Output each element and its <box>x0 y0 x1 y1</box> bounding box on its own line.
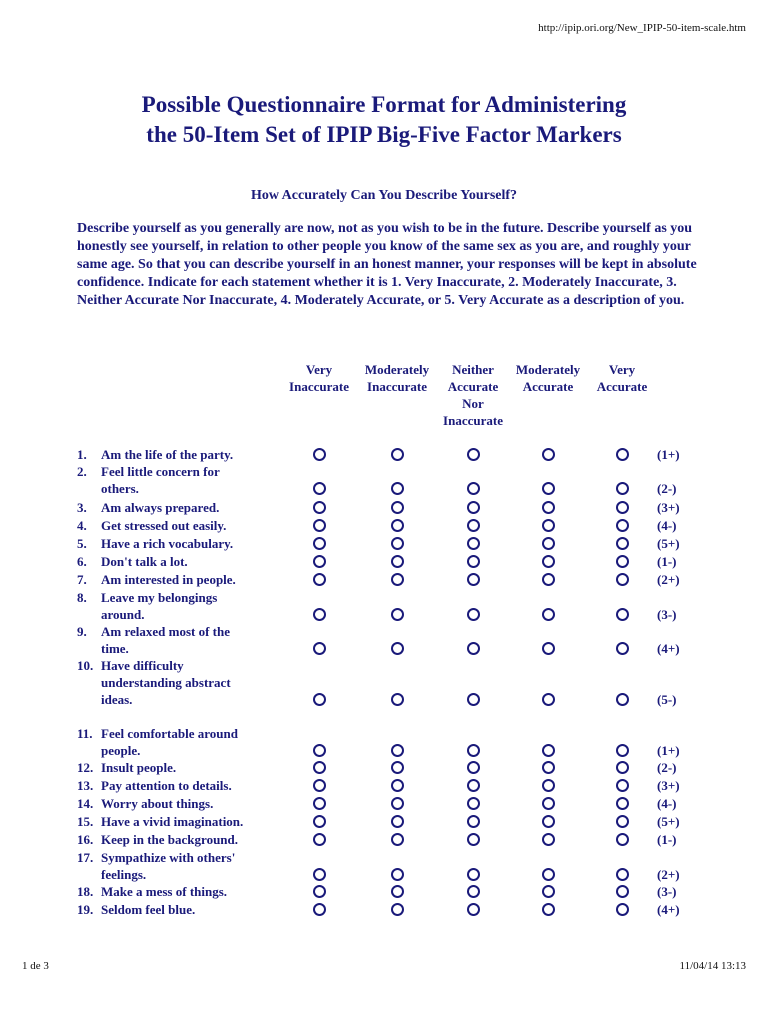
scoring-key: (1-) <box>657 554 677 569</box>
item-number: 18. <box>77 884 94 899</box>
response-option-circle-3[interactable] <box>467 797 480 810</box>
item-statement-line: Keep in the background. <box>101 832 239 847</box>
item-statement-line: Have a rich vocabulary. <box>101 536 234 551</box>
scoring-key: (2+) <box>657 572 680 587</box>
item-statement <box>101 446 281 463</box>
item-number: 8. <box>77 590 87 605</box>
response-option-circle-4[interactable] <box>542 693 555 706</box>
questionnaire-item <box>77 517 277 534</box>
questionnaire-item <box>77 795 277 812</box>
response-option-circle-4[interactable] <box>542 642 555 655</box>
item-number: 14. <box>77 796 94 811</box>
item-statement-line: Get stressed out easily. <box>101 518 227 533</box>
questionnaire-item <box>77 553 277 570</box>
page-title <box>0 90 768 150</box>
response-option-circle-4[interactable] <box>542 761 555 774</box>
questionnaire-item <box>77 623 277 657</box>
item-statement <box>101 725 281 759</box>
item-statement-line: Have a vivid imagination. <box>101 814 244 829</box>
scoring-key: (3+) <box>657 500 680 515</box>
item-statement-line: ideas. <box>101 692 133 707</box>
scoring-key: (2-) <box>657 760 677 775</box>
item-number: 5. <box>77 536 87 551</box>
item-statement <box>101 463 281 497</box>
response-option-circle-5[interactable] <box>616 885 629 898</box>
questionnaire-subtitle: How Accurately Can You Describe Yourself? <box>250 188 518 203</box>
response-option-circle-5[interactable] <box>616 744 629 757</box>
response-option-circle-5[interactable] <box>616 761 629 774</box>
scoring-key: (3+) <box>657 778 680 793</box>
response-option-circle-2[interactable] <box>391 885 404 898</box>
item-statement <box>101 571 281 588</box>
item-statement-line: Feel little concern for <box>101 464 220 479</box>
item-statement-line: Sympathize with others' <box>101 850 236 865</box>
item-statement <box>101 901 281 918</box>
item-statement-line: Leave my belongings <box>101 590 218 605</box>
scoring-key: (1+) <box>657 743 680 758</box>
scoring-key: (4+) <box>657 902 680 917</box>
column-header-line: Moderately <box>515 362 581 377</box>
item-statement-line: Make a mess of things. <box>101 884 228 899</box>
response-option-circle-1[interactable] <box>313 642 326 655</box>
response-option-circle-2[interactable] <box>391 797 404 810</box>
item-statement-line: Am always prepared. <box>101 500 220 515</box>
scoring-key: (4+) <box>657 641 680 656</box>
title-line-2: the 50-Item Set of IPIP Big-Five Factor Markers <box>146 122 622 147</box>
item-statement-line: Have difficulty <box>101 658 184 673</box>
scoring-key: (5-) <box>657 692 677 707</box>
response-option-circle-3[interactable] <box>467 537 480 550</box>
item-number: 3. <box>77 500 87 515</box>
response-option-circle-3[interactable] <box>467 693 480 706</box>
scoring-key: (1-) <box>657 832 677 847</box>
item-statement <box>101 535 281 552</box>
questionnaire-item <box>77 777 277 794</box>
response-option-circle-5[interactable] <box>616 797 629 810</box>
item-number: 11. <box>77 726 93 741</box>
response-option-circle-1[interactable] <box>313 537 326 550</box>
item-statement <box>101 623 281 657</box>
response-option-circle-3[interactable] <box>467 482 480 495</box>
response-option-circle-1[interactable] <box>313 519 326 532</box>
response-option-circle-4[interactable] <box>542 501 555 514</box>
response-option-circle-3[interactable] <box>467 779 480 792</box>
response-option-circle-1[interactable] <box>313 555 326 568</box>
response-option-circle-3[interactable] <box>467 885 480 898</box>
questionnaire-item <box>77 813 277 830</box>
scoring-key: (5+) <box>657 536 680 551</box>
column-header-line: Accurate <box>522 379 574 394</box>
response-option-circle-5[interactable] <box>616 903 629 916</box>
item-statement <box>101 517 281 534</box>
response-option-circle-2[interactable] <box>391 573 404 586</box>
column-header-line: Accurate <box>596 379 648 394</box>
response-option-circle-2[interactable] <box>391 642 404 655</box>
response-option-circle-4[interactable] <box>542 537 555 550</box>
questionnaire-item <box>77 571 277 588</box>
scoring-key: (4-) <box>657 796 677 811</box>
response-option-circle-5[interactable] <box>616 573 629 586</box>
response-option-circle-3[interactable] <box>467 573 480 586</box>
item-number: 19. <box>77 902 94 917</box>
response-option-circle-4[interactable] <box>542 797 555 810</box>
response-option-circle-3[interactable] <box>467 868 480 881</box>
item-statement-line: Pay attention to details. <box>101 778 232 793</box>
item-statement-line: around. <box>101 607 145 622</box>
column-header-line: Moderately <box>364 362 430 377</box>
item-statement-line: Insult people. <box>101 760 177 775</box>
response-option-circle-5[interactable] <box>616 693 629 706</box>
response-option-circle-1[interactable] <box>313 501 326 514</box>
response-option-circle-3[interactable] <box>467 501 480 514</box>
item-statement-line: Am interested in people. <box>101 572 236 587</box>
scoring-key: (3-) <box>657 884 677 899</box>
response-option-circle-1[interactable] <box>313 868 326 881</box>
column-header-line: Inaccurate <box>289 379 349 394</box>
item-number: 10. <box>77 658 94 673</box>
response-option-circle-3[interactable] <box>467 903 480 916</box>
response-option-circle-4[interactable] <box>542 608 555 621</box>
response-option-circle-2[interactable] <box>391 482 404 495</box>
response-option-circle-2[interactable] <box>391 779 404 792</box>
response-option-circle-2[interactable] <box>391 448 404 461</box>
response-option-circle-3[interactable] <box>467 833 480 846</box>
response-option-circle-4[interactable] <box>542 744 555 757</box>
response-option-circle-3[interactable] <box>467 815 480 828</box>
response-option-circle-1[interactable] <box>313 608 326 621</box>
response-option-circle-1[interactable] <box>313 482 326 495</box>
column-header-1 <box>274 361 364 395</box>
item-number: 1. <box>77 447 87 462</box>
response-option-circle-4[interactable] <box>542 885 555 898</box>
title-line-1: Possible Questionnaire Format for Administering <box>141 92 627 117</box>
item-statement-line: Am the life of the party. <box>101 447 234 462</box>
item-number: 6. <box>77 554 87 569</box>
item-statement <box>101 777 281 794</box>
item-statement-line: understanding abstract <box>101 675 231 690</box>
item-statement <box>101 883 281 900</box>
response-option-circle-4[interactable] <box>542 815 555 828</box>
response-option-circle-1[interactable] <box>313 903 326 916</box>
page-url: http://ipip.ori.org/New_IPIP-50-item-scale.htm <box>538 22 746 34</box>
item-statement-line: people. <box>101 743 141 758</box>
item-statement-line: Feel comfortable around <box>101 726 238 741</box>
questionnaire-item <box>77 725 277 759</box>
response-option-circle-4[interactable] <box>542 519 555 532</box>
questionnaire-item <box>77 657 277 708</box>
questionnaire-item <box>77 463 277 497</box>
response-option-circle-3[interactable] <box>467 448 480 461</box>
item-number: 17. <box>77 850 94 865</box>
item-statement-line: Worry about things. <box>101 796 214 811</box>
response-option-circle-1[interactable] <box>313 573 326 586</box>
item-number: 15. <box>77 814 94 829</box>
item-statement-line: time. <box>101 641 129 656</box>
response-option-circle-2[interactable] <box>391 555 404 568</box>
column-header-line: Inaccurate <box>443 413 503 428</box>
item-statement <box>101 831 281 848</box>
column-header-line: Neither <box>452 362 494 377</box>
response-option-circle-2[interactable] <box>391 744 404 757</box>
response-option-circle-5[interactable] <box>616 779 629 792</box>
questionnaire-item <box>77 849 277 883</box>
response-option-circle-3[interactable] <box>467 519 480 532</box>
response-option-circle-4[interactable] <box>542 555 555 568</box>
scoring-key: (3-) <box>657 607 677 622</box>
response-option-circle-4[interactable] <box>542 833 555 846</box>
response-option-circle-2[interactable] <box>391 693 404 706</box>
response-option-circle-5[interactable] <box>616 642 629 655</box>
response-option-circle-1[interactable] <box>313 448 326 461</box>
response-option-circle-3[interactable] <box>467 761 480 774</box>
response-option-circle-5[interactable] <box>616 519 629 532</box>
questionnaire-item <box>77 831 277 848</box>
response-option-circle-1[interactable] <box>313 693 326 706</box>
response-option-circle-5[interactable] <box>616 448 629 461</box>
questionnaire-item <box>77 589 277 623</box>
response-option-circle-2[interactable] <box>391 815 404 828</box>
item-statement-line: Am relaxed most of the <box>101 624 231 639</box>
response-option-circle-4[interactable] <box>542 779 555 792</box>
response-option-circle-2[interactable] <box>391 608 404 621</box>
item-statement-line: Seldom feel blue. <box>101 902 196 917</box>
response-option-circle-4[interactable] <box>542 573 555 586</box>
response-option-circle-1[interactable] <box>313 779 326 792</box>
questionnaire-item <box>77 901 277 918</box>
item-number: 9. <box>77 624 87 639</box>
response-option-circle-3[interactable] <box>467 555 480 568</box>
item-statement-line: Don't talk a lot. <box>101 554 188 569</box>
response-option-circle-5[interactable] <box>616 537 629 550</box>
response-option-circle-4[interactable] <box>542 868 555 881</box>
questionnaire-item <box>77 446 277 463</box>
response-option-circle-2[interactable] <box>391 501 404 514</box>
column-header-line: Very <box>608 362 636 377</box>
item-number: 2. <box>77 464 87 479</box>
response-option-circle-5[interactable] <box>616 501 629 514</box>
item-statement <box>101 759 281 776</box>
response-option-circle-5[interactable] <box>616 815 629 828</box>
item-number: 4. <box>77 518 87 533</box>
response-option-circle-2[interactable] <box>391 537 404 550</box>
scoring-key: (2+) <box>657 867 680 882</box>
column-header-line: Nor <box>462 396 484 411</box>
response-option-circle-1[interactable] <box>313 744 326 757</box>
response-option-circle-5[interactable] <box>616 833 629 846</box>
item-number: 13. <box>77 778 94 793</box>
response-option-circle-4[interactable] <box>542 448 555 461</box>
response-option-circle-1[interactable] <box>313 815 326 828</box>
response-option-circle-3[interactable] <box>467 642 480 655</box>
print-datetime: 11/04/14 13:13 <box>679 960 746 972</box>
response-option-circle-2[interactable] <box>391 761 404 774</box>
column-header-line: Very <box>305 362 333 377</box>
scoring-key: (5+) <box>657 814 680 829</box>
scoring-key: (1+) <box>657 447 680 462</box>
item-statement-line: others. <box>101 481 139 496</box>
item-statement <box>101 499 281 516</box>
item-statement <box>101 813 281 830</box>
column-header-line: Accurate <box>447 379 499 394</box>
questionnaire-item <box>77 759 277 776</box>
item-number: 7. <box>77 572 87 587</box>
column-header-5 <box>577 361 667 395</box>
scoring-key: (2-) <box>657 481 677 496</box>
questionnaire-item <box>77 883 277 900</box>
instructions-paragraph: Describe yourself as you generally are now, not as you wish to be in the future. Describe yourself as you honestly see yourself, in relation to other people you know of the same sex as you are, and roughly your same age. So that you can describe yourself in an honest manner, your responses will be kept in absolute confidence. Indicate for each statement whether it is 1. Very Inaccurate, 2. Moderately Inaccurate, 3. Neither Accurate Nor Inaccurate, 4. Moderately Accurate, or 5. Very Accurate as a description of you. <box>77 221 697 308</box>
column-header-line: Inaccurate <box>367 379 427 394</box>
item-statement <box>101 553 281 570</box>
response-option-circle-2[interactable] <box>391 868 404 881</box>
response-option-circle-4[interactable] <box>542 903 555 916</box>
item-number: 16. <box>77 832 94 847</box>
response-option-circle-5[interactable] <box>616 555 629 568</box>
questionnaire-item <box>77 535 277 552</box>
scoring-key: (4-) <box>657 518 677 533</box>
page-number: 1 de 3 <box>22 960 49 972</box>
item-statement <box>101 657 281 708</box>
response-option-circle-3[interactable] <box>467 608 480 621</box>
response-option-circle-1[interactable] <box>313 797 326 810</box>
item-statement <box>101 849 281 883</box>
response-option-circle-5[interactable] <box>616 868 629 881</box>
questionnaire-item <box>77 499 277 516</box>
item-statement <box>101 589 281 623</box>
response-option-circle-3[interactable] <box>467 744 480 757</box>
response-option-circle-2[interactable] <box>391 519 404 532</box>
response-option-circle-2[interactable] <box>391 903 404 916</box>
response-option-circle-1[interactable] <box>313 833 326 846</box>
item-statement <box>101 795 281 812</box>
response-option-circle-5[interactable] <box>616 608 629 621</box>
response-option-circle-5[interactable] <box>616 482 629 495</box>
response-option-circle-1[interactable] <box>313 761 326 774</box>
item-number: 12. <box>77 760 94 775</box>
response-option-circle-4[interactable] <box>542 482 555 495</box>
response-option-circle-2[interactable] <box>391 833 404 846</box>
response-option-circle-1[interactable] <box>313 885 326 898</box>
item-statement-line: feelings. <box>101 867 147 882</box>
